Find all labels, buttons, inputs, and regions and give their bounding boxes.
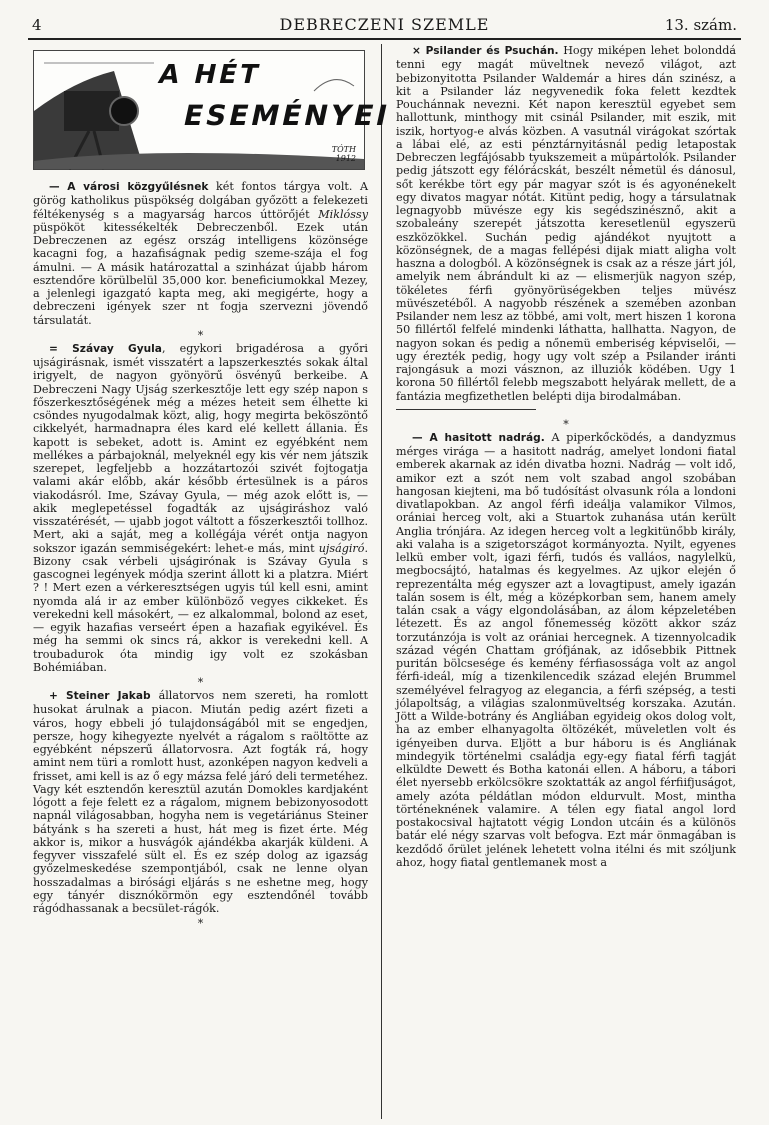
separator-star: * — [197, 917, 204, 931]
banner-line-1: A HÉT — [155, 60, 264, 90]
article-steiner: + Steiner Jakab állatorvos nem szereti, ha romlott husokat árulnak a piacon. Miután pedig azért fizeti a város, hogy ebbeli jó tulajdonságából mit se engedjen, persze, hogy kihegyezte nyelvét a rágalom s raöltötte az egyébként népszerű állatorvosra. Azt fogták rá, hogy amint nem türi a romlott hust, azonképen nagyon kedveli a frisset, ami kell is az ő egy mázsa felé járó deli termetéhez. Vagy két esztendőn keresztül azután Domokles kardjaként lógott a feje felett ez a rágalom, mignem bebizonyosodott napnál világosabban, hogyha nem is vegetáriánus Steiner bátyánk s ha szereti a hust, hát meg is fizet érte. Még akkor is, mikor a husvágók ajándékba akarják küldeni. A fegyver visszafelé sült el. És ez szép dolog az igazság győzelmeskedése szempontjából, csak ne lenne olyan hosszadalmas a birósági eljárás s ne eshetne meg, hogy egy tányér disznókörmön egy esztendőnél tovább rágódhassanak a becsület-rágók. — [33, 689, 368, 915]
column-divider — [381, 44, 382, 1119]
article-szavay: = Szávay Gyula, egykori brigadérosa a győri ujságirásnak, ismét visszatért a lapszerkesztés sokak által irigyelt, de nagyon gyönyörű ösvényű berkeibe. A Debreczeni Nagy Ujság szerkesztője lett egy szép napon s főszerkesztőségének még a mézes heteit sem élhette ki csöndes nyugodalmak közt, alig, hogy megirta beköszöntő cikkelyét, harmadnapra éles kard elé kellett állania. És kapott is sebeket, adott is. Amint ez egyébként nem mellékes a párbajoknál, melyeknél egy kis vér nem játszik szerepet, legfeljebb a hozzátartozói szivét fojtogatja valami akár előbb, akár később értesülnek is a páros viakodásról. Ime, Szávay Gyula, — még azok előtt is, — akik meglepetéssel fogadták az ujságiráshoz való visszatérését, — ujabb jogot váltott a főszerkesztői tollhoz. Mert, aki a saját, meg a kollégája vérét ontja nagyon sokszor igazán semmiségekért: lehet-e más, mint ujságiró. Bizony csak vérbeli ujságirónak is Szávay Gyula s gascognei legények módja szerint állott ki a platzra. Miért ? ! Mert ezen a vérkeresztségen ugyis túl kell esni, amint nyomda alá ir az ember különböző vegyes cikkeket. És verekedni kell másokért, — ez alkalommal, bolond az eset, — egyik hazafias verseért épen a hazafiak egyikével. És még ha semmi ok sincs rá, akkor is verekedni kell. A troubadurok óta mindig igy volt ez szokásban Bohémiában. — [33, 341, 368, 674]
page-header — [28, 12, 741, 40]
section-rule — [396, 409, 536, 410]
right-column — [396, 44, 736, 869]
journal-title: DEBRECZENI SZEMLE — [279, 15, 490, 34]
page-number: 4 — [32, 16, 42, 34]
article-city-council: — A városi közgyűlésnek két fontos tárgya volt. A görög katholikus püspökség dolgában győzött a felekezeti féltékenység s a magyarság harcos úttörőjét Miklóssy püspököt kitessékelték Debreczenből. Ezek után Debreczenen az egész ország intelligens közönsége kacagni fog, a hazafiságnak pedig szeme-szája el fog ámulni. — A másik határozattal a szinházat újabb három esztendőre körülbelül 35,000 kor. beneficiumokkal Mezey, a jelenlegi igazgató kapta meg, aki megigérte, hogy a debreczeni igények szer nt fogja szervezni jövendő társulatát. — [33, 180, 369, 327]
article-psilander: × Psilander és Psuchán. Hogy miképen lehet bolonddá tenni egy magát müveltnek nevező világot, azt bebizonyitotta Psilander Waldemár a hires dán szinész, a kit a Psilander láz negyvenedik foka felett kezdtek Pouchánnak nevezni. Két napon keresztül egyebet sem hallottunk, minthogy mit csinál Psilander, mit eszik, mit iszik, hortyog-e alvás közben. A vasutnál virágokat szórtak a lábai elé, az esti pénztárnyitásnál pedig letapostak Debreczen legfájósabb tyukszemeit a müpártolók. Psilander pedig játszott egy félórácskát, beszélt németül és dánosul, sőt kerékbe tört egy pár magyar szót is és agyonénekelt egy divatos magyar nótát. Kitünt pedig, hogy a társulatnak legnagyobb müvésze egy kis segédszinésznő, akit a szobaleány szerepét játszotta keresetlenül egyszerü eszközökkel. Suchán pedig ajándékot nyujtott a közönségnek, de a magas fellépési dijak miatt aligha volt haszna a dologból. A közönségnek is csak az a része járt jól, amelyik nem ábrándult ki az — elismerjük nagyon szép, tökéletes férfi gyönyörüségekben teljes müvész müvészetéből. A nagyobb részének a szemében azonban Psilander nem lesz az többé, ami volt, mert hiszen 1 korona 50 fillértől felfelé mindenki láthatta, hallhatta. Nagyon, de nagyon sokan és pedig a nőnemü emberiség képviselői, — ugy érezték pedig, hogy ugy volt szép a Psilander iránti rajongásuk a mozi vásznon, az illuziók ködében. Ugy 1 korona 50 fillértől felebb megszabott helyárak mellett, de a fantázia megfizethetlen belépti dija birodalmában. — [396, 44, 736, 403]
separator-star: * — [563, 417, 569, 431]
separator-star: * — [197, 676, 204, 689]
left-column — [33, 44, 394, 931]
article-split-trousers: — A hasitott nadrág. A piperkőcködés, a dandyzmus mérges virága — a hasitott nadrág, amelyet londoni fiatal emberek akarnak az idén divatba hozni. Nadrág — volt idő, amikor ezt a szót nem volt szabad angol szobában hangosan kiejteni, ma bő tudósítást olvasunk róla a londoni divatlapokban. Az angol férfi ideálja valamikor Vilmos, orániai herceg volt, aki a Stuartok zuhanása után került Anglia trónjára. Az idegen herceg volt a legkitünőbb király, aki valaha is a szigetországot kormányozta. Nyilt, egyenes lelkü ember volt, igazi férfi, tudós és valláos, nagylelkü, megbocsájtó, hatalmas és kegyelmes. Az ujkor elején ő reprezentálta még egyszer azt a lovagtipust, amely igazán talán sosem is élt, még a középkorban sem, hanem amely talán csak a vágy elgondolásában, az álom képzeletében létezett. És az angol főnemesség között akkor száz torzutánzója is volt az orániai hercegnek. A tizennyolcadik század végén Chattam grófjának, az idősebbik Pittnek puritán bölcsesége és kemény férfiasossága volt az angol férfi-ideál, míg a tizenkilencedik század elején Brummel személyével felragyog az elegancia, a férfi szépség, a testi jólapoltság, a világias szalonmüveltség korszaka. Azután. Jött a Wilde-botrány és Angliában egyideig okos dolog volt, ha az ember elhanyagolta öltözékét, müveletlen volt és igényeiben durva. Eljött a bur háboru is és Angliának mindegyik történelmi családja egy-egy fiatal férfi tagját elküldte Dewett és Botha katonái ellen. A háboru, a tábori élet nyersebb erkölcsökre szoktatták az angol férfiifjuságot, amely azóta példátlan módon eldurvult. Most, mintha történeknének valamire. A télen egy fiatal angol lord postakocsival hajtatott végig London utcáin és a különös batár elé négy szarvas volt befogva. Ezt már önmagában is kezdődő őrület jelének lehetett volna itélni és mit szóljunk ahoz, hogy fiatal gentlemanek most a — [396, 430, 736, 869]
week-events-banner — [33, 50, 394, 170]
issue-number: 13. szám. — [664, 16, 737, 34]
banner-line-2: ESEMÉNYEI — [180, 99, 394, 132]
separator-star: * — [197, 328, 204, 342]
artist-signature: TÓTH 1912 — [331, 145, 356, 163]
